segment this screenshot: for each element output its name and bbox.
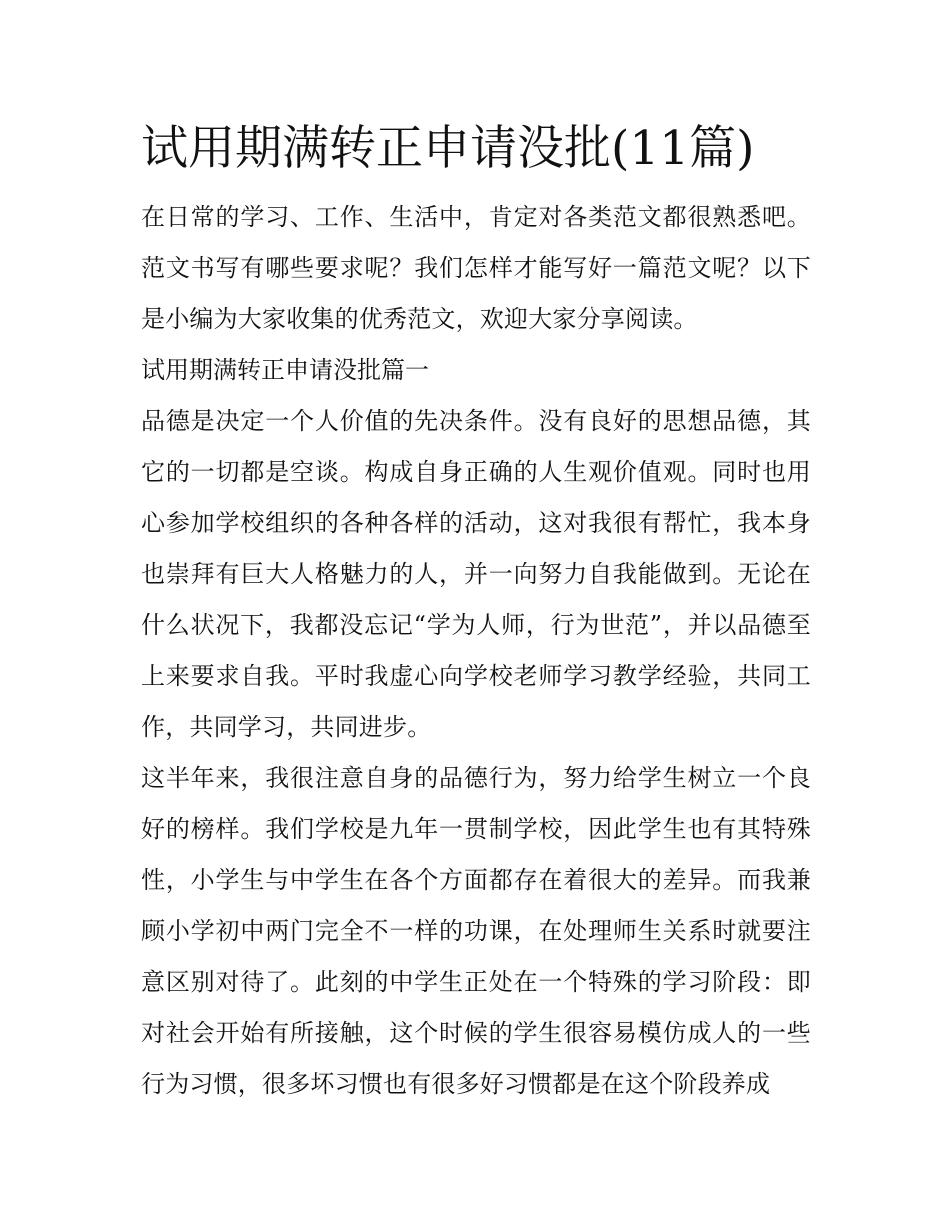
intro-paragraph: 在日常的学习、工作、生活中，肯定对各类范文都很熟悉吧。范文书写有哪些要求呢？我们怎样才能写好一篇范文呢？以下是小编为大家收集的优秀范文，欢迎大家分享阅读。 <box>141 203 811 333</box>
section-heading: 试用期满转正申请没批篇一 <box>141 356 429 384</box>
document-body <box>141 116 811 1110</box>
document-title: 试用期满转正申请没批(11篇) <box>141 121 755 176</box>
body-paragraph-1: 品德是决定一个人价值的先决条件。没有良好的思想品德，其它的一切都是空谈。构成自身正确的人生观价值观。同时也用心参加学校组织的各种各样的活动，这对我很有帮忙，我本身也崇拜有巨大人格魅力的人，并一向努力自我能做到。无论在什么状况下，我都没忘记“学为人师，行为世范”，并以品德至上来要求自我。平时我虚心向学校老师学习教学经验，共同工作，共同学习，共同进步。 <box>141 407 811 741</box>
body-paragraph-2: 这半年来，我很注意自身的品德行为，努力给学生树立一个良好的榜样。我们学校是九年一贯制学校，因此学生也有其特殊性，小学生与中学生在各个方面都存在着很大的差异。而我兼顾小学初中两门完全不一样的功课，在处理师生关系时就要注意区别对待了。此刻的中学生正处在一个特殊的学习阶段：即对社会开始有所接触，这个时候的学生很容易模仿成人的一些行为习惯，很多坏习惯也有很多好习惯都是在这个阶段养成 <box>141 764 811 1098</box>
